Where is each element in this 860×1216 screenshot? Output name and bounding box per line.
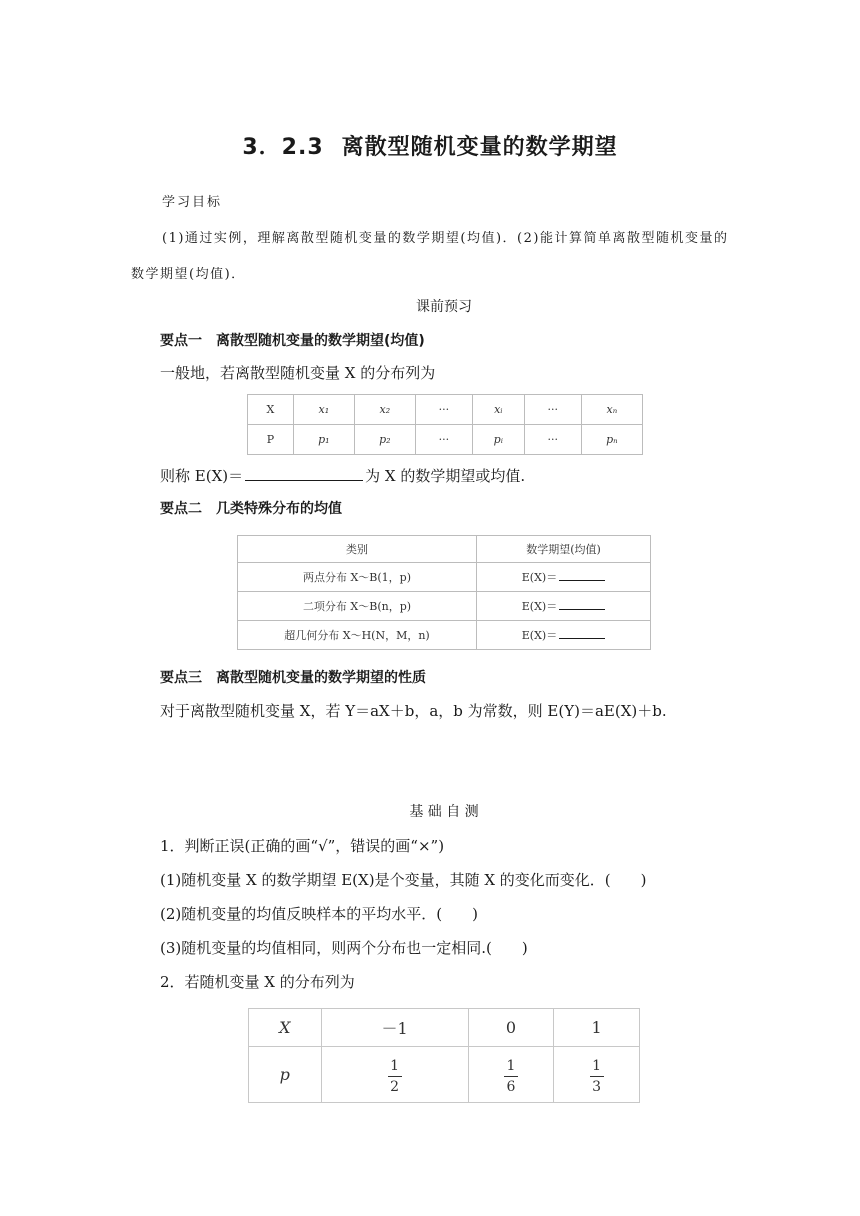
page-title — [0, 130, 860, 161]
header-category: 类别 — [238, 536, 477, 563]
expectation-label: E(X)＝ — [521, 571, 558, 584]
fraction — [504, 1058, 518, 1095]
table-cell: X — [248, 395, 294, 425]
numerator: 1 — [592, 1057, 602, 1074]
table-cell: ··· — [524, 425, 581, 455]
expectation-definition — [160, 465, 525, 486]
distribution-table — [247, 394, 643, 455]
question-1: 1．判断正误(正确的画“√”，错误的画“×”) — [160, 837, 445, 855]
table-cell: ··· — [415, 425, 472, 455]
denominator: 6 — [506, 1078, 516, 1095]
table-row-p — [249, 1047, 640, 1103]
table-cell: x₁ — [293, 395, 354, 425]
numerator: 1 — [390, 1057, 400, 1074]
question-2: 2．若随机变量 X 的分布列为 — [160, 973, 355, 991]
table-cell: ··· — [415, 395, 472, 425]
table-row — [238, 592, 651, 621]
table-cell: x₂ — [354, 395, 415, 425]
table-cell: xᵢ — [472, 395, 524, 425]
learning-goals-line-2: 数学期望(均值)． — [131, 267, 246, 282]
table-cell: p₁ — [293, 425, 354, 455]
expectation-cell — [477, 563, 651, 592]
point3-heading: 要点三 离散型随机变量的数学期望的性质 — [160, 670, 426, 686]
definition-suffix: 为 X 的数学期望或均值. — [365, 467, 526, 485]
expectation-cell — [477, 621, 651, 650]
point3-text: 对于离散型随机变量 X，若 Y＝aX＋b，a，b 为常数，则 E(Y)＝aE(X)＋b. — [160, 702, 667, 720]
learning-goals-heading: 学习目标 — [162, 195, 223, 210]
special-distributions-table — [237, 535, 651, 650]
denominator: 2 — [390, 1078, 400, 1095]
point2-heading: 要点二 几类特殊分布的均值 — [160, 501, 342, 517]
table-cell: p — [249, 1047, 322, 1103]
fraction-cell — [468, 1047, 554, 1103]
expectation-label: E(X)＝ — [521, 629, 558, 642]
answer-blank — [559, 570, 605, 581]
table-cell: －1 — [321, 1009, 468, 1047]
fraction-cell — [554, 1047, 640, 1103]
table-row-x — [249, 1009, 640, 1047]
answer-blank — [559, 628, 605, 639]
fraction-cell — [321, 1047, 468, 1103]
header-expectation: 数学期望(均值) — [477, 536, 651, 563]
table-cell: 1 — [554, 1009, 640, 1047]
table-cell: X — [249, 1009, 322, 1047]
question-1-item-3: (3)随机变量的均值相同，则两个分布也一定相同.( ) — [160, 939, 528, 957]
numerator: 1 — [506, 1057, 516, 1074]
distribution-row-x — [248, 395, 643, 425]
denominator: 3 — [592, 1078, 602, 1095]
table-row — [238, 621, 651, 650]
fraction-bar — [590, 1076, 604, 1077]
question-1-item-1: (1)随机变量 X 的数学期望 E(X)是个变量，其随 X 的变化而变化．( ) — [160, 871, 647, 889]
category-cell: 超几何分布 X～H(N，M，n) — [238, 621, 477, 650]
table-header-row — [238, 536, 651, 563]
fraction — [388, 1058, 402, 1095]
learning-goals-line-1: (1)通过实例，理解离散型随机变量的数学期望(均值)．(2)能计算简单离散型随机变量的 — [162, 231, 729, 246]
question-2-distribution-table — [248, 1008, 640, 1103]
distribution-row-p — [248, 425, 643, 455]
table-row — [238, 563, 651, 592]
category-cell: 两点分布 X～B(1，p) — [238, 563, 477, 592]
preview-heading: 课前预习 — [416, 299, 472, 315]
table-cell: xₙ — [581, 395, 642, 425]
fraction-bar — [388, 1076, 402, 1077]
expectation-cell — [477, 592, 651, 621]
question-1-item-2: (2)随机变量的均值反映样本的平均水平．( ) — [160, 905, 478, 923]
fraction — [590, 1058, 604, 1095]
table-cell: pᵢ — [472, 425, 524, 455]
point1-heading: 要点一 离散型随机变量的数学期望(均值) — [160, 333, 425, 349]
answer-blank — [559, 599, 605, 610]
expectation-label: E(X)＝ — [521, 600, 558, 613]
section-title: 离散型随机变量的数学期望 — [341, 135, 618, 160]
table-cell: p₂ — [354, 425, 415, 455]
answer-blank — [245, 465, 363, 481]
definition-prefix: 则称 E(X)＝ — [160, 467, 244, 485]
table-cell: P — [248, 425, 294, 455]
point1-intro: 一般地，若离散型随机变量 X 的分布列为 — [160, 364, 436, 382]
table-cell: ··· — [524, 395, 581, 425]
category-cell: 二项分布 X～B(n，p) — [238, 592, 477, 621]
table-cell: pₙ — [581, 425, 642, 455]
table-cell: 0 — [468, 1009, 554, 1047]
section-number: 3．2.3 — [242, 135, 324, 160]
fraction-bar — [504, 1076, 518, 1077]
self-test-heading: 基 础 自 测 — [409, 804, 479, 820]
